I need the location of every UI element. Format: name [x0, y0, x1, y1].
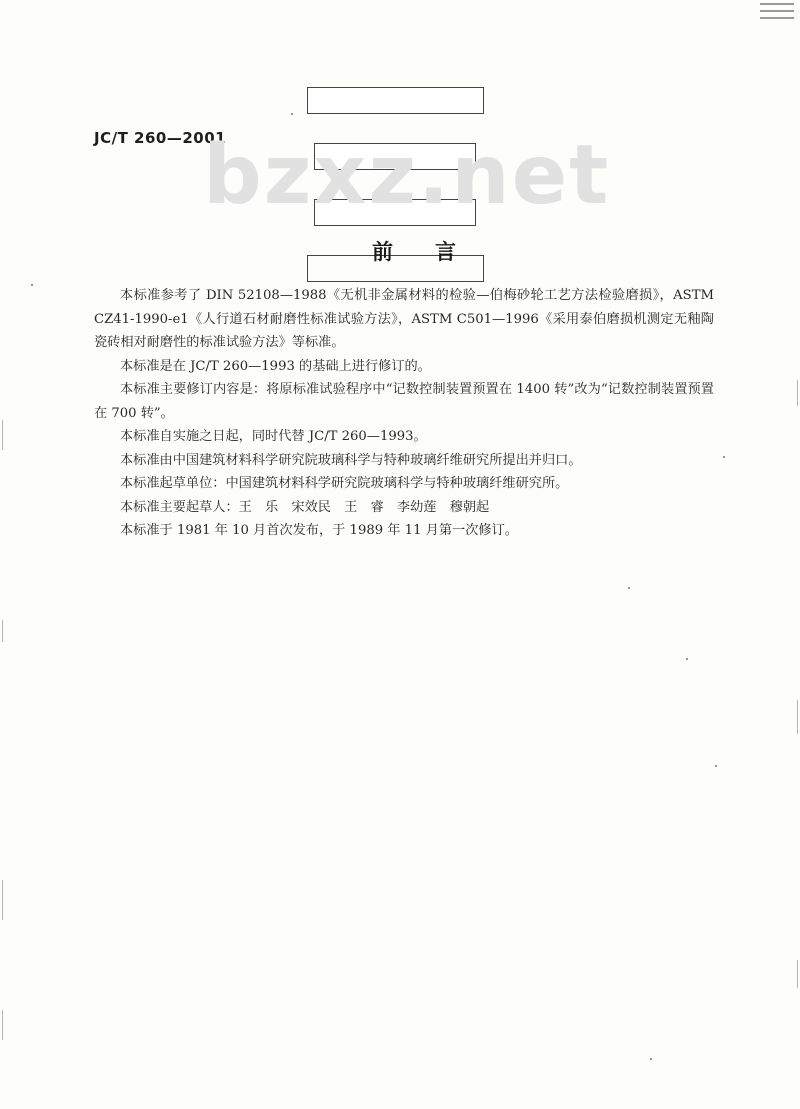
preface-paragraph: 本标准主要起草人：王 乐 宋效民 王 睿 李幼莲 穆朝起	[120, 499, 490, 515]
scan-speck	[291, 113, 293, 115]
preface-paragraph: 本标准参考了 DIN 52108—1988《无机非金属材料的检验—伯梅砂轮工艺方法检验磨损》，ASTM CZ41-1990-e1《人行道石材耐磨性标准试验方法》，ASTM C501—1996《采用泰伯磨损机测定无釉陶瓷砖相对耐磨性的标准试验方法》等标准。	[94, 288, 714, 350]
preface-paragraph: 本标准由中国建筑材料科学研究院玻璃科学与特种玻璃纤维研究所提出并归口。	[120, 452, 582, 468]
scan-speck	[686, 658, 688, 660]
standard-code: JC/T 260—2001	[94, 129, 227, 147]
scan-speck	[723, 456, 725, 458]
scan-edge-tick	[2, 880, 3, 920]
scan-edge-tick	[2, 620, 3, 642]
preface-body	[94, 284, 714, 543]
preface-paragraph: 本标准于 1981 年 10 月首次发布，于 1989 年 11 月第一次修订。	[120, 523, 518, 538]
preface-paragraph: 本标准主要修订内容是：将原标准试验程序中“记数控制装置预置在 1400 转”改为“记数控制装置预置在 700 转”。	[94, 382, 714, 421]
scan-speck	[650, 1058, 652, 1060]
scan-speck	[715, 765, 717, 767]
scan-edge-tick	[797, 960, 798, 988]
preface-paragraph: 本标准是在 JC/T 260—1993 的基础上进行修订的。	[120, 358, 431, 374]
scan-edge-tick	[797, 700, 798, 734]
section-title: 前言	[372, 240, 498, 264]
scan-edge-marks	[760, 0, 794, 24]
redaction-box	[314, 199, 476, 226]
scan-edge-tick	[2, 1010, 3, 1040]
scan-speck	[628, 587, 630, 589]
scan-edge-tick	[2, 420, 3, 450]
scan-edge-tick	[797, 380, 798, 406]
redaction-box	[314, 143, 476, 170]
watermark-text: bzxz.net	[203, 128, 611, 223]
scan-speck	[31, 284, 33, 286]
preface-paragraph: 本标准起草单位：中国建筑材料科学研究院玻璃科学与特种玻璃纤维研究所。	[120, 476, 569, 491]
redaction-box	[307, 87, 484, 114]
preface-paragraph: 本标准自实施之日起，同时代替 JC/T 260—1993。	[120, 429, 427, 444]
